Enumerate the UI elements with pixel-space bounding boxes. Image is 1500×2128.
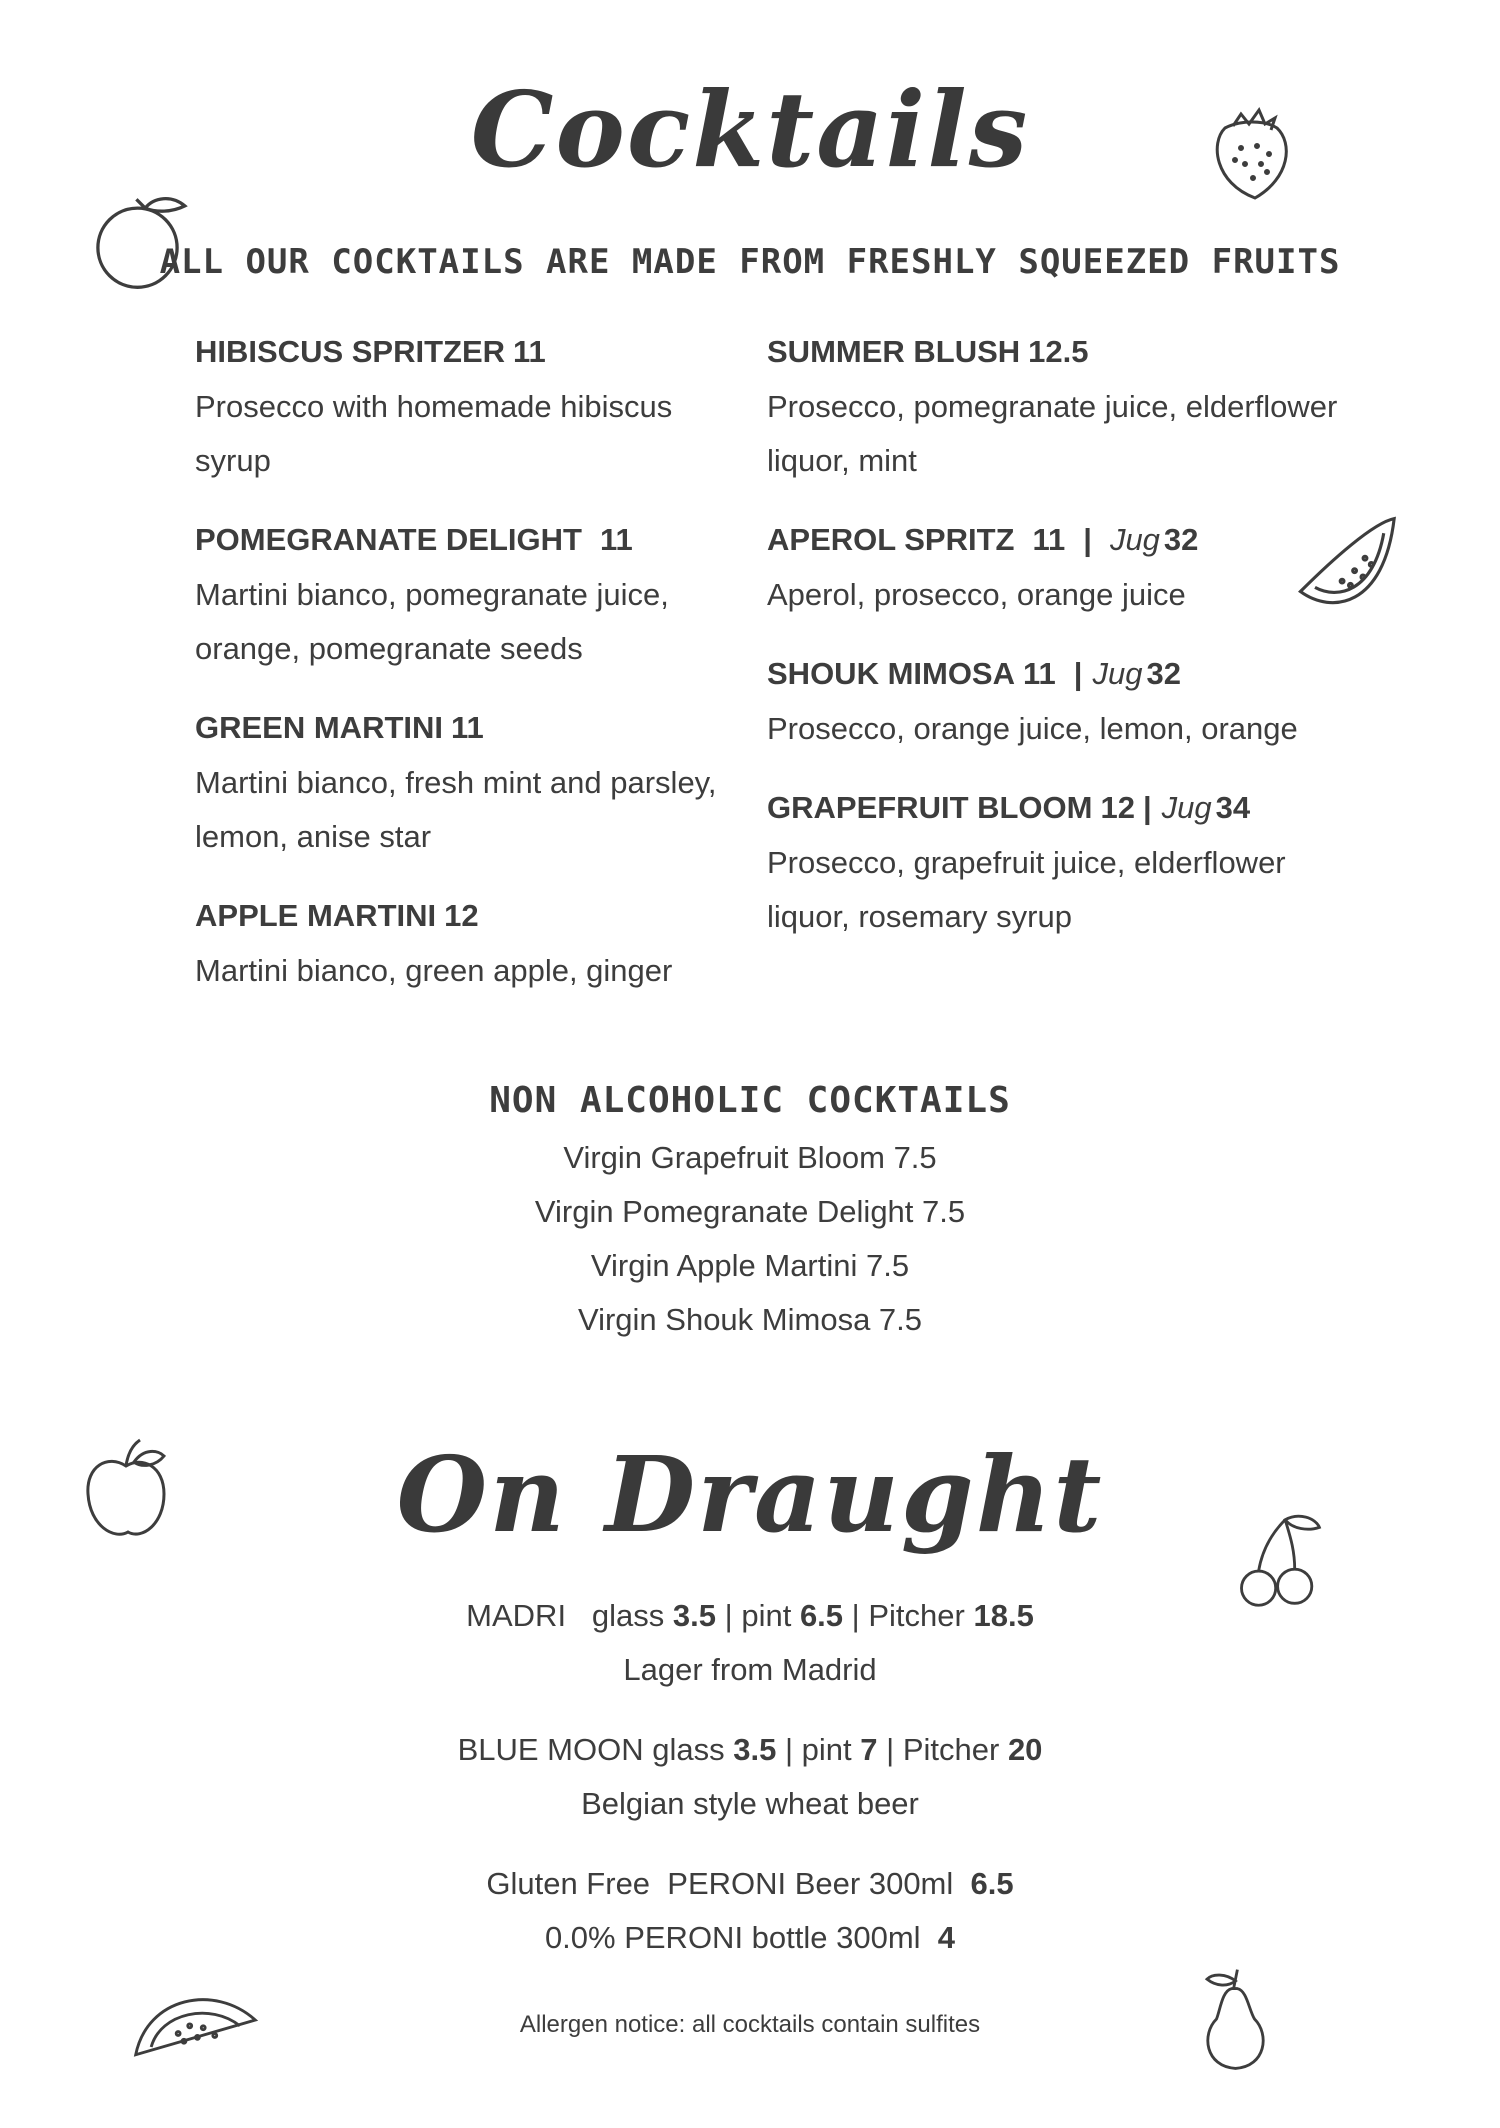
item-price: 12.5 bbox=[1028, 334, 1089, 369]
cocktail-item bbox=[767, 332, 1338, 520]
beer-name: MADRI bbox=[466, 1598, 567, 1633]
item-description: Martini bianco, pomegranate juice, orange, pomegranate seeds bbox=[195, 577, 669, 666]
item-name: APPLE MARTINI bbox=[195, 898, 437, 933]
item-price: 11 bbox=[513, 334, 546, 369]
item-name: SHOUK MIMOSA bbox=[767, 656, 1015, 691]
price-separator: | bbox=[851, 1598, 860, 1633]
jug-price: 34 bbox=[1215, 790, 1251, 825]
pitcher-label: Pitcher bbox=[868, 1598, 965, 1633]
pint-label: pint bbox=[741, 1598, 792, 1633]
pint-price: 6.5 bbox=[799, 1598, 844, 1633]
price-separator: | bbox=[1083, 522, 1092, 557]
pear-icon bbox=[1188, 1960, 1283, 2078]
jug-price: 32 bbox=[1146, 656, 1181, 691]
allergen-notice: Allergen notice: all cocktails contain sulfites bbox=[519, 2011, 981, 2038]
item-name: POMEGRANATE DELIGHT bbox=[195, 522, 582, 557]
glass-label: glass bbox=[591, 1598, 665, 1633]
peroni-gf-price: 6.5 bbox=[970, 1866, 1014, 1901]
draught-description: Lager from Madrid bbox=[623, 1652, 877, 1687]
peroni-gf-label: Gluten Free PERONI Beer 300ml bbox=[486, 1866, 954, 1901]
item-description: Prosecco, pomegranate juice, elderflower liquor, mint bbox=[767, 389, 1338, 478]
watermelon-icon bbox=[128, 1976, 263, 2066]
cherry-icon bbox=[1232, 1510, 1327, 1615]
draught-description: Belgian style wheat beer bbox=[581, 1786, 919, 1821]
item-name: GREEN MARTINI bbox=[195, 710, 443, 745]
pitcher-price: 18.5 bbox=[973, 1598, 1034, 1633]
item-description: Martini bianco, fresh mint and parsley, lemon, anise star bbox=[195, 765, 717, 854]
item-description: Prosecco, grapefruit juice, elderflower liquor, rosemary syrup bbox=[767, 845, 1286, 934]
cocktail-item bbox=[195, 708, 755, 896]
cocktail-item bbox=[767, 520, 1327, 654]
non-alcoholic-item: Virgin Shouk Mimosa 7.5 bbox=[577, 1302, 923, 1337]
glass-price: 3.5 bbox=[672, 1598, 717, 1633]
item-price: 12 bbox=[1100, 790, 1135, 825]
glass-price: 3.5 bbox=[733, 1732, 777, 1767]
pint-label: pint bbox=[801, 1732, 852, 1767]
item-description: Prosecco, orange juice, lemon, orange bbox=[767, 711, 1298, 746]
pint-price: 7 bbox=[860, 1732, 878, 1767]
apple-icon bbox=[78, 1436, 178, 1546]
cocktails-right-column bbox=[767, 332, 1338, 944]
cocktail-item bbox=[195, 520, 755, 708]
jug-label: Jug bbox=[1092, 656, 1143, 691]
item-price: 12 bbox=[444, 898, 479, 933]
jug-label: Jug bbox=[1109, 522, 1160, 557]
item-price: 11 bbox=[1032, 522, 1066, 557]
glass-label: glass bbox=[652, 1732, 725, 1767]
cocktail-item bbox=[195, 332, 755, 520]
cocktails-title: Cocktails bbox=[470, 68, 1030, 191]
cocktail-item bbox=[767, 788, 1327, 944]
orange-icon bbox=[88, 190, 198, 290]
item-name: HIBISCUS SPRITZER bbox=[195, 334, 506, 369]
price-separator: | bbox=[886, 1732, 895, 1767]
beer-name: BLUE MOON bbox=[457, 1732, 644, 1767]
peroni-gluten-free bbox=[0, 1857, 1500, 1911]
price-separator: | bbox=[784, 1732, 794, 1767]
draught-title: On Draught bbox=[396, 1433, 1104, 1556]
cocktails-subtitle: ALL OUR COCKTAILS ARE MADE FROM FRESHLY SQUEEZED FRUITS bbox=[159, 242, 1341, 282]
cocktail-item bbox=[195, 896, 755, 998]
watermelon-icon bbox=[1290, 508, 1415, 623]
item-price: 11 bbox=[1023, 656, 1056, 691]
item-name: GRAPEFRUIT BLOOM bbox=[767, 790, 1093, 825]
strawberry-icon bbox=[1205, 98, 1295, 208]
item-description: Prosecco with homemade hibiscus syrup bbox=[195, 389, 673, 478]
non-alcoholic-item: Virgin Apple Martini 7.5 bbox=[590, 1248, 910, 1283]
pitcher-label: Pitcher bbox=[902, 1732, 1000, 1767]
non-alcoholic-title: NON ALCOHOLIC COCKTAILS bbox=[489, 1080, 1011, 1121]
non-alcoholic-item: Virgin Pomegranate Delight 7.5 bbox=[534, 1194, 966, 1229]
item-description: Martini bianco, green apple, ginger bbox=[195, 953, 673, 988]
price-separator: | bbox=[1142, 790, 1152, 825]
price-separator: | bbox=[724, 1598, 733, 1633]
item-description: Aperol, prosecco, orange juice bbox=[767, 577, 1186, 612]
peroni-zero-price: 4 bbox=[937, 1920, 956, 1955]
cocktail-item bbox=[767, 654, 1327, 788]
pitcher-price: 20 bbox=[1007, 1732, 1043, 1767]
cocktails-left-column bbox=[195, 332, 755, 998]
non-alcoholic-list bbox=[0, 1131, 1500, 1347]
item-name: SUMMER BLUSH bbox=[767, 334, 1021, 369]
peroni-zero-label: 0.0% PERONI bottle 300ml bbox=[544, 1920, 921, 1955]
jug-label: Jug bbox=[1161, 790, 1212, 825]
item-price: 11 bbox=[451, 710, 484, 745]
draught-item-blue-moon bbox=[0, 1723, 1500, 1777]
peroni-zero bbox=[0, 1911, 1500, 1965]
item-price: 11 bbox=[599, 522, 633, 557]
draught-list bbox=[0, 1589, 1500, 1965]
non-alcoholic-item: Virgin Grapefruit Bloom 7.5 bbox=[563, 1140, 937, 1175]
item-name: APEROL SPRITZ bbox=[767, 522, 1015, 557]
jug-price: 32 bbox=[1163, 522, 1199, 557]
price-separator: | bbox=[1073, 656, 1083, 691]
